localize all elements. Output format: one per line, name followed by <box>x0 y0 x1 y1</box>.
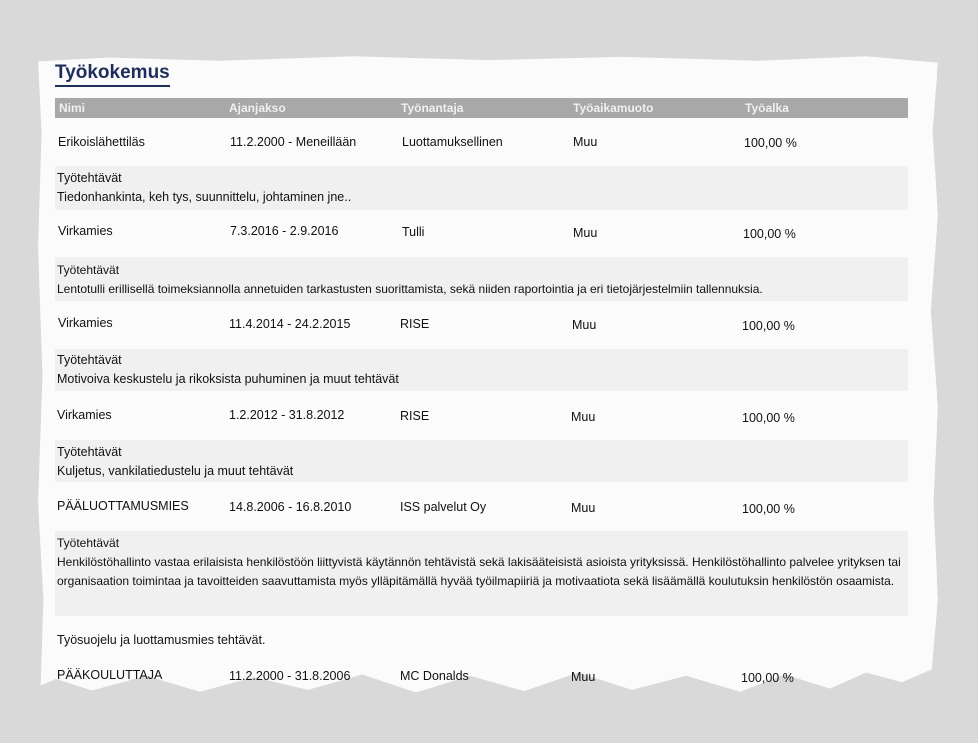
row-worktype: Muu <box>573 226 598 240</box>
row-worktype: Muu <box>571 410 596 424</box>
tasks-block <box>57 443 907 481</box>
tasks-label: Työtehtävät <box>57 353 122 367</box>
row-load: 100,00 % <box>743 227 796 241</box>
row-worktype: Muu <box>571 501 596 515</box>
col-header-name: Nimi <box>59 101 86 115</box>
row-period: 11.2.2000 - Meneillään <box>230 135 357 149</box>
tasks-text: Lentotulli erillisellä toimeksiannolla annetuiden tarkastusten suorittamista, sekä niiden raportointia ja eri tietojärjestelmiin tallennuksia. <box>57 282 763 296</box>
col-header-employer: Työnantaja <box>401 101 464 115</box>
section-title: Työkokemus <box>55 62 170 87</box>
row-employer: Tulli <box>402 225 425 239</box>
row-employer: RISE <box>400 409 430 423</box>
col-header-load: Työalka <box>745 101 789 115</box>
tasks-block <box>57 261 907 299</box>
row-load: 100,00 % <box>742 502 795 516</box>
col-header-period: Ajanjakso <box>229 101 286 115</box>
row-worktype: Muu <box>573 135 598 149</box>
row-period: 14.8.2006 - 16.8.2010 <box>229 500 352 514</box>
tasks-text: Motivoiva keskustelu ja rikoksista puhuminen ja muut tehtävät <box>57 372 399 386</box>
row-period: 11.2.2000 - 31.8.2006 <box>229 669 351 683</box>
extra-note: Työsuojelu ja luottamusmies tehtävät. <box>57 633 266 647</box>
row-period: 1.2.2012 - 31.8.2012 <box>229 408 345 422</box>
row-load: 100,00 % <box>741 671 794 685</box>
tasks-label: Työtehtävät <box>57 536 120 550</box>
tasks-label: Työtehtävät <box>57 445 122 459</box>
tasks-text: Tiedonhankinta, keh tys, suunnittelu, johtaminen jne.. <box>57 190 352 204</box>
tasks-label: Työtehtävät <box>57 171 122 185</box>
row-employer: Luottamuksellinen <box>402 135 503 149</box>
row-employer: RISE <box>400 317 430 331</box>
row-worktype: Muu <box>572 318 597 332</box>
row-period: 7.3.2016 - 2.9.2016 <box>230 224 339 238</box>
row-name: Erikoislähettiläs <box>58 135 145 149</box>
row-name: PÄÄKOULUTTAJA <box>57 668 163 682</box>
tasks-block <box>57 169 907 207</box>
row-period: 11.4.2014 - 24.2.2015 <box>229 317 351 331</box>
row-employer: MC Donalds <box>400 669 469 683</box>
tasks-block <box>57 534 907 591</box>
row-load: 100,00 % <box>742 411 795 425</box>
row-employer: ISS palvelut Oy <box>400 500 487 514</box>
row-load: 100,00 % <box>744 136 797 150</box>
row-name: Virkamies <box>58 316 113 330</box>
row-name: Virkamies <box>58 224 113 238</box>
tasks-text: Kuljetus, vankilatiedustelu ja muut tehtävät <box>57 464 294 478</box>
row-name: Virkamies <box>57 408 112 422</box>
col-header-worktype: Työaikamuoto <box>573 101 654 115</box>
tasks-text: Henkilöstöhallinto vastaa erilaisista henkilöstöön liittyvistä käytännön tehtävistä sekä lakisääteisistä asioista yrityksissä. Henkilöstöhallinto palvelee yrityksen tai organisaation toimintaa ja tavoitteiden saavuttamista myös ylläpitämällä hyvää työilmapiiriä ja motivaatiota sekä lisäämällä koulutuksin henkilöstön osaamista. <box>57 555 901 588</box>
row-load: 100,00 % <box>742 319 795 333</box>
row-name: PÄÄLUOTTAMUSMIES <box>57 499 189 513</box>
tasks-label: Työtehtävät <box>57 263 120 277</box>
tasks-block <box>57 351 907 389</box>
row-worktype: Muu <box>571 670 596 684</box>
table-header <box>55 98 908 118</box>
